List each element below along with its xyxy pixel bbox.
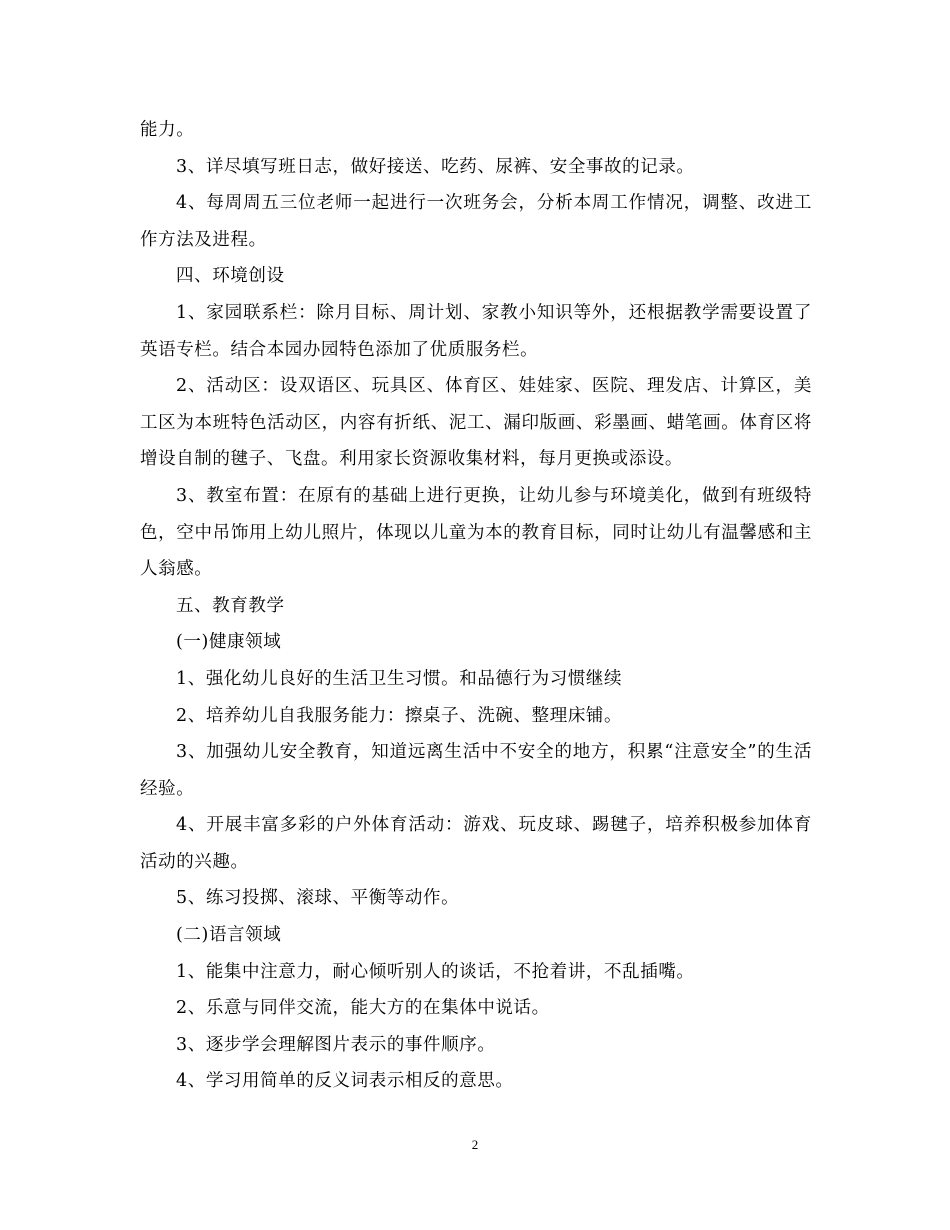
health-item-5: 5、练习投掷、滚球、平衡等动作。: [176, 888, 460, 909]
health-item-4: 4、开展丰富多彩的户外体育活动：游戏、玩皮球、踢毽子，培养积极参加体育活动的兴趣。: [140, 815, 812, 872]
language-item-3: 3、逐步学会理解图片表示的事件顺序。: [176, 1034, 496, 1055]
page-number: 2: [471, 1137, 479, 1152]
section-heading-education: 五、教育教学: [176, 595, 285, 616]
subsection-heading-language: (二)语言领域: [176, 925, 282, 946]
paragraph-item-4-weekly-meeting: 4、每周周五三位老师一起进行一次班务会，分析本周工作情况，调整、改进工作方法及进程。: [140, 193, 812, 250]
health-item-1: 1、强化幼儿良好的生活卫生习惯。和品德行为习惯继续: [176, 668, 623, 689]
paragraph-item-2-activity-area: 2、活动区：设双语区、玩具区、体育区、娃娃家、医院、理发店、计算区，美工区为本班特色活动区，内容有折纸、泥工、漏印版画、彩墨画、蜡笔画。体育区将增设自制的毽子、飞盘。利用家长资源收集材料，每月更换或添设。: [140, 376, 812, 470]
paragraph-item-3-classroom-layout: 3、教室布置：在原有的基础上进行更换，让幼儿参与环境美化，做到有班级特色，空中吊饰用上幼儿照片，体现以儿童为本的教育目标，同时让幼儿有温馨感和主人翁感。: [140, 485, 812, 580]
subsection-heading-health: (一)健康领域: [176, 632, 282, 653]
language-item-2: 2、乐意与同伴交流，能大方的在集体中说话。: [176, 998, 550, 1019]
section-heading-environment: 四、环境创设: [176, 266, 285, 287]
document-body: [140, 112, 812, 1100]
paragraph-item-3-daily-log: 3、详尽填写班日志，做好接送、吃药、尿裤、安全事故的记录。: [176, 156, 695, 177]
health-item-2: 2、培养幼儿自我服务能力：擦桌子、洗碗、整理床铺。: [176, 705, 623, 726]
paragraph-continuation: 能力。: [140, 120, 195, 140]
language-item-1: 1、能集中注意力，耐心倾听别人的谈话，不抢着讲，不乱插嘴。: [176, 961, 695, 982]
paragraph-item-1-contact-board: 1、家园联系栏：除月目标、周计划、家教小知识等外，还根据教学需要设置了英语专栏。结合本园办园特色添加了优质服务栏。: [140, 302, 812, 360]
health-item-3: 3、加强幼儿安全教育，知道远离生活中不安全的地方，积累“注意安全”的生活经验。: [140, 742, 812, 799]
language-item-4: 4、学习用简单的反义词表示相反的意思。: [176, 1071, 514, 1092]
